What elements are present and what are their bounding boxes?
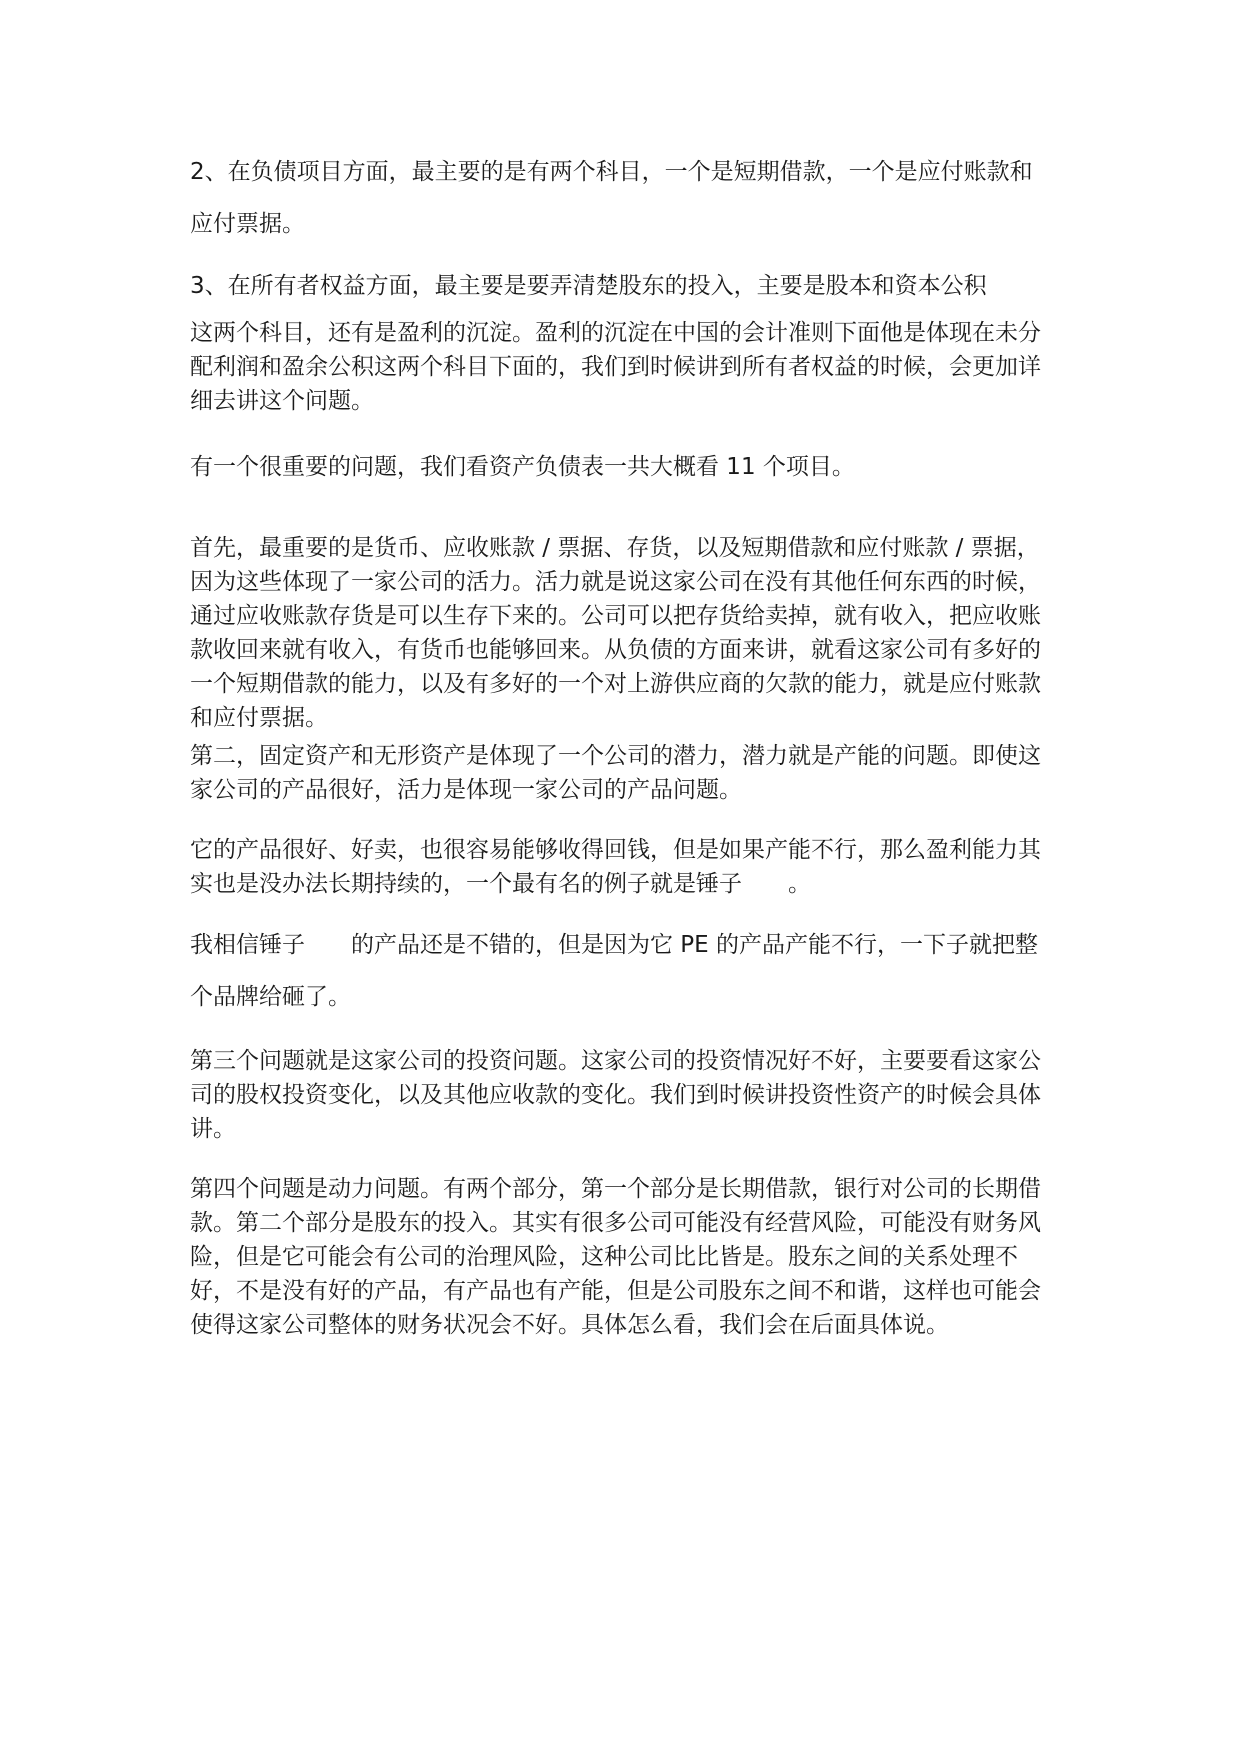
paragraph-product-example: 它的产品很好、好卖，也很容易能够收得回钱，但是如果产能不行，那么盈利能力其实也是没办法长期持续的，一个最有名的例子就是锤子 。	[190, 837, 1041, 897]
paragraph-first-vitality: 首先，最重要的是货币、应收账款 / 票据、存货，以及短期借款和应付账款 / 票据，因为这些体现了一家公司的活力。活力就是说这家公司在没有其他任何东西的时候，通过应收账款存货是可以生存下来的。公司可以把存货给卖掉，就有收入，把应收账款收回来就有收入，有货币也能够回来。从负债的方面来讲，就看这家公司有多好的一个短期借款的能力，以及有多好的一个对上游供应商的欠款的能力，就是应付账款和应付票据。	[190, 535, 1041, 731]
paragraph-second-potential: 第二，固定资产和无形资产是体现了一个公司的潜力，潜力就是产能的问题。即使这家公司的产品很好，活力是体现一家公司的产品问题。	[190, 743, 1041, 803]
paragraph-eleven-items: 有一个很重要的问题，我们看资产负债表一共大概看 11 个项目。	[190, 454, 855, 480]
paragraph-hammer-pe: 我相信锤子 的产品还是不错的，但是因为它 PE 的产品产能不行，一下子就把整个品牌给砸了。	[190, 932, 1039, 1010]
paragraph-owners-equity	[190, 260, 1052, 418]
paragraph-liabilities: 2、在负债项目方面，最主要的是有两个科目，一个是短期借款，一个是应付账款和应付票据。	[190, 159, 1033, 237]
paragraph-owners-equity-line1: 3、在所有者权益方面，最主要是要弄清楚股东的投入，主要是股本和资本公积	[190, 273, 987, 299]
paragraph-owners-equity-rest: 这两个科目，还有是盈利的沉淀。盈利的沉淀在中国的会计准则下面他是体现在未分配利润和盈余公积这两个科目下面的，我们到时候讲到所有者权益的时候，会更加详细去讲这个问题。	[190, 320, 1041, 414]
paragraph-fourth-motivation: 第四个问题是动力问题。有两个部分，第一个部分是长期借款，银行对公司的长期借款。第二个部分是股东的投入。其实有很多公司可能没有经营风险，可能没有财务风险，但是它可能会有公司的治理风险，这种公司比比皆是。股东之间的关系处理不好，不是没有好的产品，有产品也有产能，但是公司股东之间不和谐，这样也可能会使得这家公司整体的财务状况会不好。具体怎么看，我们会在后面具体说。	[190, 1176, 1041, 1338]
paragraph-third-investment: 第三个问题就是这家公司的投资问题。这家公司的投资情况好不好，主要要看这家公司的股权投资变化，以及其他应收款的变化。我们到时候讲投资性资产的时候会具体讲。	[190, 1048, 1041, 1142]
